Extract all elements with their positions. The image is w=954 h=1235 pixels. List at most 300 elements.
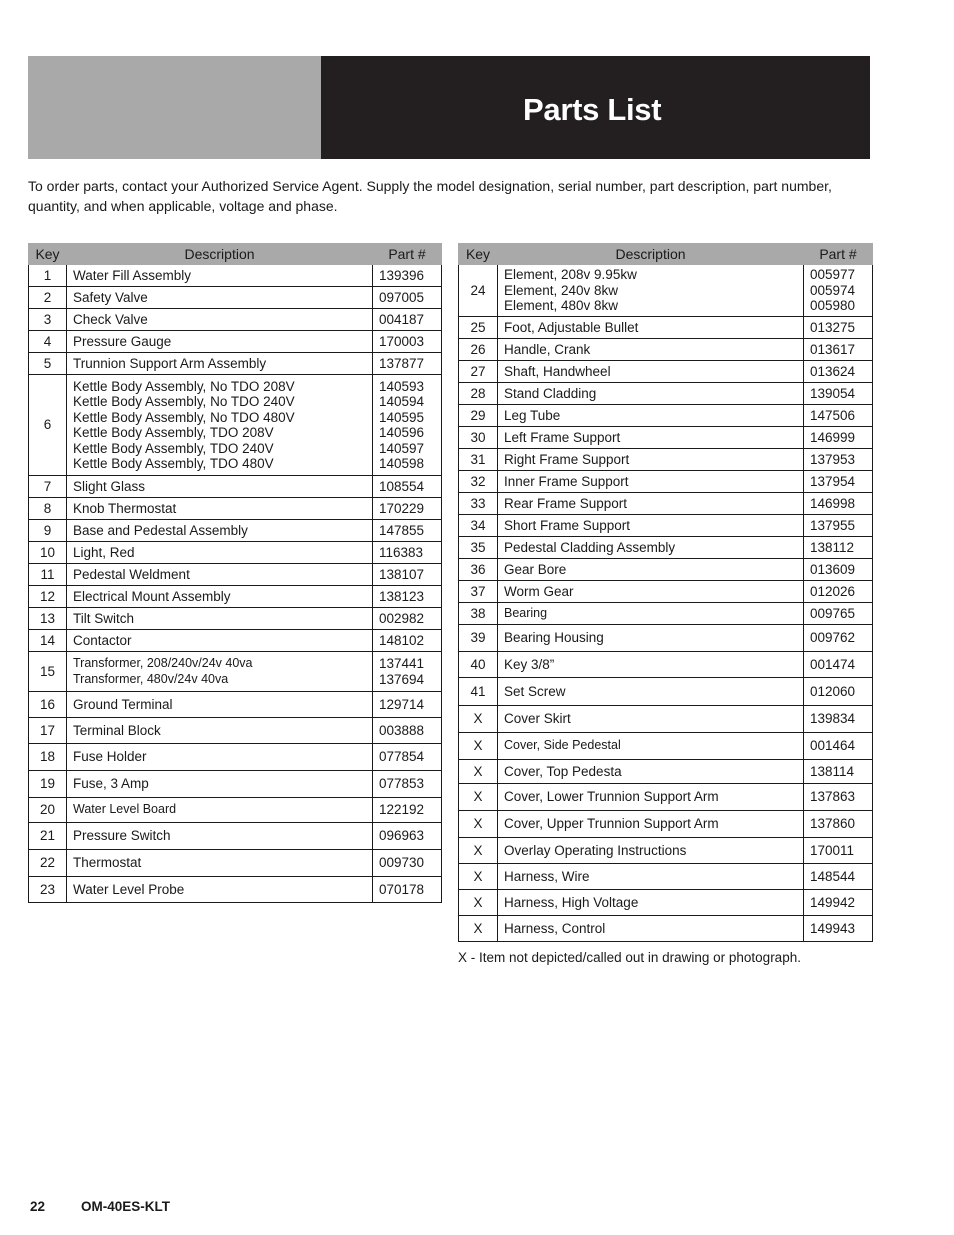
description-cell <box>498 537 804 559</box>
part-number-cell <box>373 798 442 823</box>
part-number-cell <box>804 493 873 515</box>
key-cell: 13 <box>29 608 67 630</box>
description-line: Pedestal Cladding Assembly <box>504 539 676 555</box>
description-line: Check Valve <box>73 311 148 327</box>
key-cell: X <box>459 916 498 942</box>
part-number-line: 013609 <box>810 561 856 577</box>
table-row <box>459 449 873 471</box>
table-row <box>459 427 873 449</box>
description-line: Cover, Top Pedesta <box>504 763 622 779</box>
part-number-line: 122192 <box>379 802 425 818</box>
table-row <box>29 498 442 520</box>
part-number-line: 138123 <box>379 588 425 604</box>
part-number-line: 139834 <box>810 711 856 727</box>
description-line: Knob Thermostat <box>73 500 177 516</box>
key-cell: 10 <box>29 542 67 564</box>
description-cell <box>498 864 804 890</box>
key-cell: 33 <box>459 493 498 515</box>
description-line: Transformer, 480v/24v 40va <box>73 671 229 686</box>
part-number-cell <box>804 449 873 471</box>
part-number-cell <box>373 823 442 850</box>
description-cell <box>498 811 804 838</box>
part-number-cell <box>373 353 442 375</box>
description-line: Terminal Block <box>73 722 161 738</box>
part-number-line: 003888 <box>379 722 425 738</box>
description-line: Set Screw <box>504 683 566 699</box>
key-cell: 15 <box>29 652 67 692</box>
description-line: Foot, Adjustable Bullet <box>504 319 639 335</box>
key-cell: 14 <box>29 630 67 652</box>
description-cell <box>67 476 373 498</box>
part-number-cell <box>373 608 442 630</box>
part-number-line: 170229 <box>379 500 425 516</box>
table-row <box>459 811 873 838</box>
description-line: Gear Bore <box>504 561 567 577</box>
page-footer <box>30 1199 206 1214</box>
description-cell <box>67 564 373 586</box>
part-number-line: 139396 <box>379 267 425 283</box>
footnote: X - Item not depicted/called out in drawing or photograph. <box>458 950 801 965</box>
part-number-cell <box>804 515 873 537</box>
description-line: Key 3/8” <box>504 656 555 672</box>
part-number-line: 148102 <box>379 632 425 648</box>
part-number-cell <box>804 581 873 603</box>
part-number-line: 146999 <box>810 429 856 445</box>
part-number-line: 137694 <box>379 671 425 687</box>
part-number-cell <box>373 375 442 476</box>
part-number-line: 170003 <box>379 333 425 349</box>
description-cell <box>67 375 373 476</box>
key-cell: 30 <box>459 427 498 449</box>
part-number-line: 004187 <box>379 311 425 327</box>
part-number-cell <box>804 559 873 581</box>
key-cell: X <box>459 706 498 733</box>
description-line: Base and Pedestal Assembly <box>73 522 248 538</box>
description-line: Ground Terminal <box>73 696 173 712</box>
key-cell: 37 <box>459 581 498 603</box>
table-header-row <box>459 244 873 265</box>
key-cell: X <box>459 784 498 811</box>
description-cell <box>67 692 373 718</box>
table-row <box>459 890 873 916</box>
key-cell: 29 <box>459 405 498 427</box>
description-line: Pressure Switch <box>73 828 171 844</box>
header-black-block <box>321 56 870 159</box>
description-line: Short Frame Support <box>504 517 631 533</box>
table-row <box>459 864 873 890</box>
key-cell: X <box>459 864 498 890</box>
part-number-column-header: Part # <box>373 244 442 265</box>
table-row <box>459 265 873 317</box>
description-line: Element, 208v 9.95kw <box>504 267 637 283</box>
part-number-cell <box>373 850 442 877</box>
header-grey-block <box>28 56 321 159</box>
part-number-cell <box>804 383 873 405</box>
part-number-cell <box>804 317 873 339</box>
description-line: Kettle Body Assembly, TDO 480V <box>73 456 274 471</box>
part-number-line: 138112 <box>810 539 855 555</box>
description-cell <box>498 625 804 652</box>
description-line: Tilt Switch <box>73 610 135 626</box>
key-cell: 34 <box>459 515 498 537</box>
part-number-line: 013275 <box>810 319 856 335</box>
description-line: Transformer, 208/240v/24v 40va <box>73 656 253 670</box>
description-cell <box>498 760 804 784</box>
description-cell <box>67 630 373 652</box>
description-line: Overlay Operating Instructions <box>504 842 687 858</box>
description-line: Cover, Side Pedestal <box>504 738 621 753</box>
table-row <box>29 542 442 564</box>
part-number-line: 147506 <box>810 407 856 423</box>
description-cell <box>67 718 373 744</box>
part-number-cell <box>804 427 873 449</box>
part-number-line: 097005 <box>379 289 425 305</box>
description-cell <box>498 678 804 706</box>
part-number-line: 148544 <box>810 868 856 884</box>
description-line: Rear Frame Support <box>504 495 628 511</box>
key-cell: 20 <box>29 798 67 823</box>
part-number-cell <box>804 811 873 838</box>
part-number-line: 140595 <box>379 409 425 425</box>
description-cell <box>67 586 373 608</box>
part-number-cell <box>373 564 442 586</box>
description-cell <box>498 427 804 449</box>
part-number-line: 149943 <box>810 920 856 936</box>
description-line: Fuse, 3 Amp <box>73 776 149 792</box>
key-cell: 38 <box>459 603 498 625</box>
key-cell: 3 <box>29 309 67 331</box>
part-number-line: 140593 <box>379 378 425 394</box>
key-cell: 23 <box>29 877 67 903</box>
description-line: Kettle Body Assembly, TDO 208V <box>73 425 274 440</box>
key-cell: 41 <box>459 678 498 706</box>
table-row <box>29 265 442 287</box>
page-number: 22 <box>30 1199 46 1214</box>
description-cell <box>498 581 804 603</box>
part-number-line: 096963 <box>379 828 425 844</box>
description-line: Element, 480v 8kw <box>504 298 619 314</box>
table-row <box>29 287 442 309</box>
description-cell <box>498 706 804 733</box>
table-row <box>29 744 442 771</box>
key-cell: 35 <box>459 537 498 559</box>
part-number-cell <box>373 265 442 287</box>
description-cell <box>498 493 804 515</box>
table-row <box>459 361 873 383</box>
table-row <box>459 581 873 603</box>
description-cell <box>67 771 373 798</box>
key-cell: 21 <box>29 823 67 850</box>
part-number-line: 137954 <box>810 473 856 489</box>
part-number-line: 149942 <box>810 894 856 910</box>
description-line: Kettle Body Assembly, TDO 240V <box>73 440 274 456</box>
description-line: Contactor <box>73 632 132 648</box>
table-row <box>459 625 873 652</box>
part-number-line: 009730 <box>379 855 425 871</box>
description-line: Safety Valve <box>73 289 148 305</box>
part-number-line: 140596 <box>379 425 425 440</box>
table-row <box>29 564 442 586</box>
description-cell <box>67 287 373 309</box>
part-number-line: 116383 <box>379 544 424 560</box>
part-number-cell <box>373 877 442 903</box>
part-number-cell <box>804 405 873 427</box>
part-number-line: 002982 <box>379 610 425 626</box>
part-number-cell <box>804 265 873 317</box>
part-number-line: 139054 <box>810 385 856 401</box>
key-cell: 1 <box>29 265 67 287</box>
part-number-cell <box>373 498 442 520</box>
description-line: Kettle Body Assembly, No TDO 208V <box>73 378 295 394</box>
key-column-header: Key <box>459 244 498 265</box>
part-number-cell <box>373 771 442 798</box>
parts-table-right-body <box>459 265 873 942</box>
table-row <box>29 877 442 903</box>
description-cell <box>498 603 804 625</box>
table-row <box>29 630 442 652</box>
table-row <box>29 692 442 718</box>
key-cell: 11 <box>29 564 67 586</box>
key-cell: X <box>459 760 498 784</box>
key-cell: 5 <box>29 353 67 375</box>
table-row <box>29 331 442 353</box>
part-number-cell <box>804 760 873 784</box>
table-row <box>459 678 873 706</box>
part-number-line: 147855 <box>379 522 425 538</box>
key-cell: 6 <box>29 375 67 476</box>
description-line: Water Level Probe <box>73 881 185 897</box>
table-row <box>459 339 873 361</box>
part-number-line: 138114 <box>810 763 855 779</box>
table-row <box>459 733 873 760</box>
part-number-line: 140598 <box>379 456 425 471</box>
part-number-cell <box>373 309 442 331</box>
description-cell <box>67 850 373 877</box>
key-cell: X <box>459 838 498 864</box>
description-line: Trunnion Support Arm Assembly <box>73 355 267 371</box>
table-row <box>459 515 873 537</box>
description-cell <box>498 361 804 383</box>
parts-table-right <box>458 243 873 942</box>
description-cell <box>498 317 804 339</box>
description-cell <box>498 265 804 317</box>
description-cell <box>498 471 804 493</box>
table-row <box>29 309 442 331</box>
description-line: Harness, Wire <box>504 868 590 884</box>
table-row <box>459 784 873 811</box>
key-cell: 2 <box>29 287 67 309</box>
part-number-cell <box>804 361 873 383</box>
description-cell <box>67 542 373 564</box>
table-row <box>29 586 442 608</box>
part-number-line: 138107 <box>379 566 425 582</box>
description-cell <box>498 559 804 581</box>
description-line: Cover, Upper Trunnion Support Arm <box>504 816 719 832</box>
part-number-cell <box>373 652 442 692</box>
description-cell <box>498 733 804 760</box>
key-cell: 32 <box>459 471 498 493</box>
key-cell: 24 <box>459 265 498 317</box>
description-line: Left Frame Support <box>504 429 621 445</box>
key-cell: 28 <box>459 383 498 405</box>
description-line: Harness, High Voltage <box>504 894 639 910</box>
description-cell <box>498 652 804 678</box>
key-cell: 19 <box>29 771 67 798</box>
description-cell <box>67 823 373 850</box>
table-row <box>29 652 442 692</box>
description-cell <box>67 652 373 692</box>
part-number-cell <box>373 692 442 718</box>
part-number-line: 009765 <box>810 605 856 621</box>
key-cell: 39 <box>459 625 498 652</box>
part-number-line: 070178 <box>379 881 425 897</box>
table-row <box>459 537 873 559</box>
description-line: Slight Glass <box>73 478 146 494</box>
key-cell: X <box>459 733 498 760</box>
document-code: OM-40ES-KLT <box>81 1199 171 1214</box>
part-number-line: 077854 <box>379 749 425 765</box>
part-number-cell <box>804 471 873 493</box>
key-cell: 8 <box>29 498 67 520</box>
table-row <box>29 520 442 542</box>
header-band <box>28 56 870 159</box>
description-line: Inner Frame Support <box>504 473 629 489</box>
part-number-line: 140594 <box>379 394 425 409</box>
part-number-cell <box>804 784 873 811</box>
description-line: Stand Cladding <box>504 385 597 401</box>
table-row <box>29 850 442 877</box>
part-number-line: 170011 <box>810 842 855 858</box>
key-cell: X <box>459 890 498 916</box>
key-cell: 16 <box>29 692 67 718</box>
table-row <box>459 493 873 515</box>
table-row <box>459 706 873 733</box>
table-row <box>459 652 873 678</box>
part-number-cell <box>804 537 873 559</box>
part-number-cell <box>804 706 873 733</box>
part-number-line: 001464 <box>810 738 856 754</box>
description-cell <box>67 744 373 771</box>
part-number-line: 108554 <box>379 478 425 494</box>
part-number-line: 137863 <box>810 789 856 805</box>
part-number-cell <box>373 718 442 744</box>
key-cell: 31 <box>459 449 498 471</box>
key-cell: 22 <box>29 850 67 877</box>
part-number-cell <box>804 838 873 864</box>
part-number-cell <box>373 586 442 608</box>
key-cell: 36 <box>459 559 498 581</box>
description-line: Leg Tube <box>504 407 561 423</box>
part-number-line: 013617 <box>810 341 856 357</box>
table-row <box>29 823 442 850</box>
table-row <box>459 760 873 784</box>
part-number-cell <box>804 916 873 942</box>
part-number-cell <box>804 652 873 678</box>
parts-table-left-body <box>29 265 442 903</box>
description-cell <box>67 520 373 542</box>
description-line: Shaft, Handwheel <box>504 363 611 379</box>
description-cell <box>67 498 373 520</box>
description-line: Light, Red <box>73 544 135 560</box>
table-row <box>459 559 873 581</box>
key-cell: 27 <box>459 361 498 383</box>
description-cell <box>498 383 804 405</box>
description-cell <box>67 265 373 287</box>
part-number-line: 009762 <box>810 630 856 646</box>
description-line: Handle, Crank <box>504 341 591 357</box>
part-number-line: 146998 <box>810 495 856 511</box>
part-number-cell <box>373 331 442 353</box>
description-column-header: Description <box>498 244 804 265</box>
part-number-cell <box>373 520 442 542</box>
key-cell: 12 <box>29 586 67 608</box>
table-row <box>29 798 442 823</box>
description-cell <box>67 331 373 353</box>
part-number-line: 137953 <box>810 451 856 467</box>
part-number-line: 013624 <box>810 363 856 379</box>
table-row <box>29 718 442 744</box>
part-number-cell <box>804 603 873 625</box>
description-cell <box>67 309 373 331</box>
description-cell <box>67 353 373 375</box>
part-number-line: 140597 <box>379 440 425 456</box>
table-row <box>459 471 873 493</box>
part-number-cell <box>804 864 873 890</box>
part-number-line: 077853 <box>379 776 425 792</box>
key-cell: 4 <box>29 331 67 353</box>
part-number-line: 137955 <box>810 517 856 533</box>
description-cell <box>498 916 804 942</box>
description-line: Thermostat <box>73 855 142 871</box>
part-number-line: 001474 <box>810 656 856 672</box>
part-number-line: 005974 <box>810 282 856 298</box>
description-line: Bearing Housing <box>504 630 604 646</box>
page-title: Parts List <box>523 92 662 127</box>
description-line: Harness, Control <box>504 920 606 936</box>
table-row <box>29 476 442 498</box>
part-number-line: 137860 <box>810 816 856 832</box>
key-cell: 9 <box>29 520 67 542</box>
part-number-cell <box>804 625 873 652</box>
description-line: Cover, Lower Trunnion Support Arm <box>504 789 719 805</box>
part-number-line: 005977 <box>810 267 856 283</box>
part-number-cell <box>373 542 442 564</box>
key-cell: X <box>459 811 498 838</box>
description-cell <box>498 449 804 471</box>
table-row <box>459 383 873 405</box>
key-cell: 18 <box>29 744 67 771</box>
part-number-cell <box>804 678 873 706</box>
description-line: Kettle Body Assembly, No TDO 480V <box>73 409 295 425</box>
table-row <box>459 916 873 942</box>
description-line: Element, 240v 8kw <box>504 282 619 298</box>
description-cell <box>498 405 804 427</box>
key-cell: 7 <box>29 476 67 498</box>
description-cell <box>498 784 804 811</box>
table-header-row <box>29 244 442 265</box>
table-row <box>29 608 442 630</box>
part-number-column-header: Part # <box>804 244 873 265</box>
description-line: Water Level Board <box>73 802 177 817</box>
description-line: Worm Gear <box>504 583 574 599</box>
intro-paragraph: To order parts, contact your Authorized Service Agent. Supply the model designation, serial number, part description, part number, quantity, and when applicable, voltage and phase. <box>28 178 832 214</box>
part-number-cell <box>804 339 873 361</box>
description-line: Cover Skirt <box>504 711 571 727</box>
key-cell: 25 <box>459 317 498 339</box>
part-number-line: 129714 <box>379 696 425 712</box>
description-line: Water Fill Assembly <box>73 267 192 283</box>
table-row <box>29 375 442 476</box>
